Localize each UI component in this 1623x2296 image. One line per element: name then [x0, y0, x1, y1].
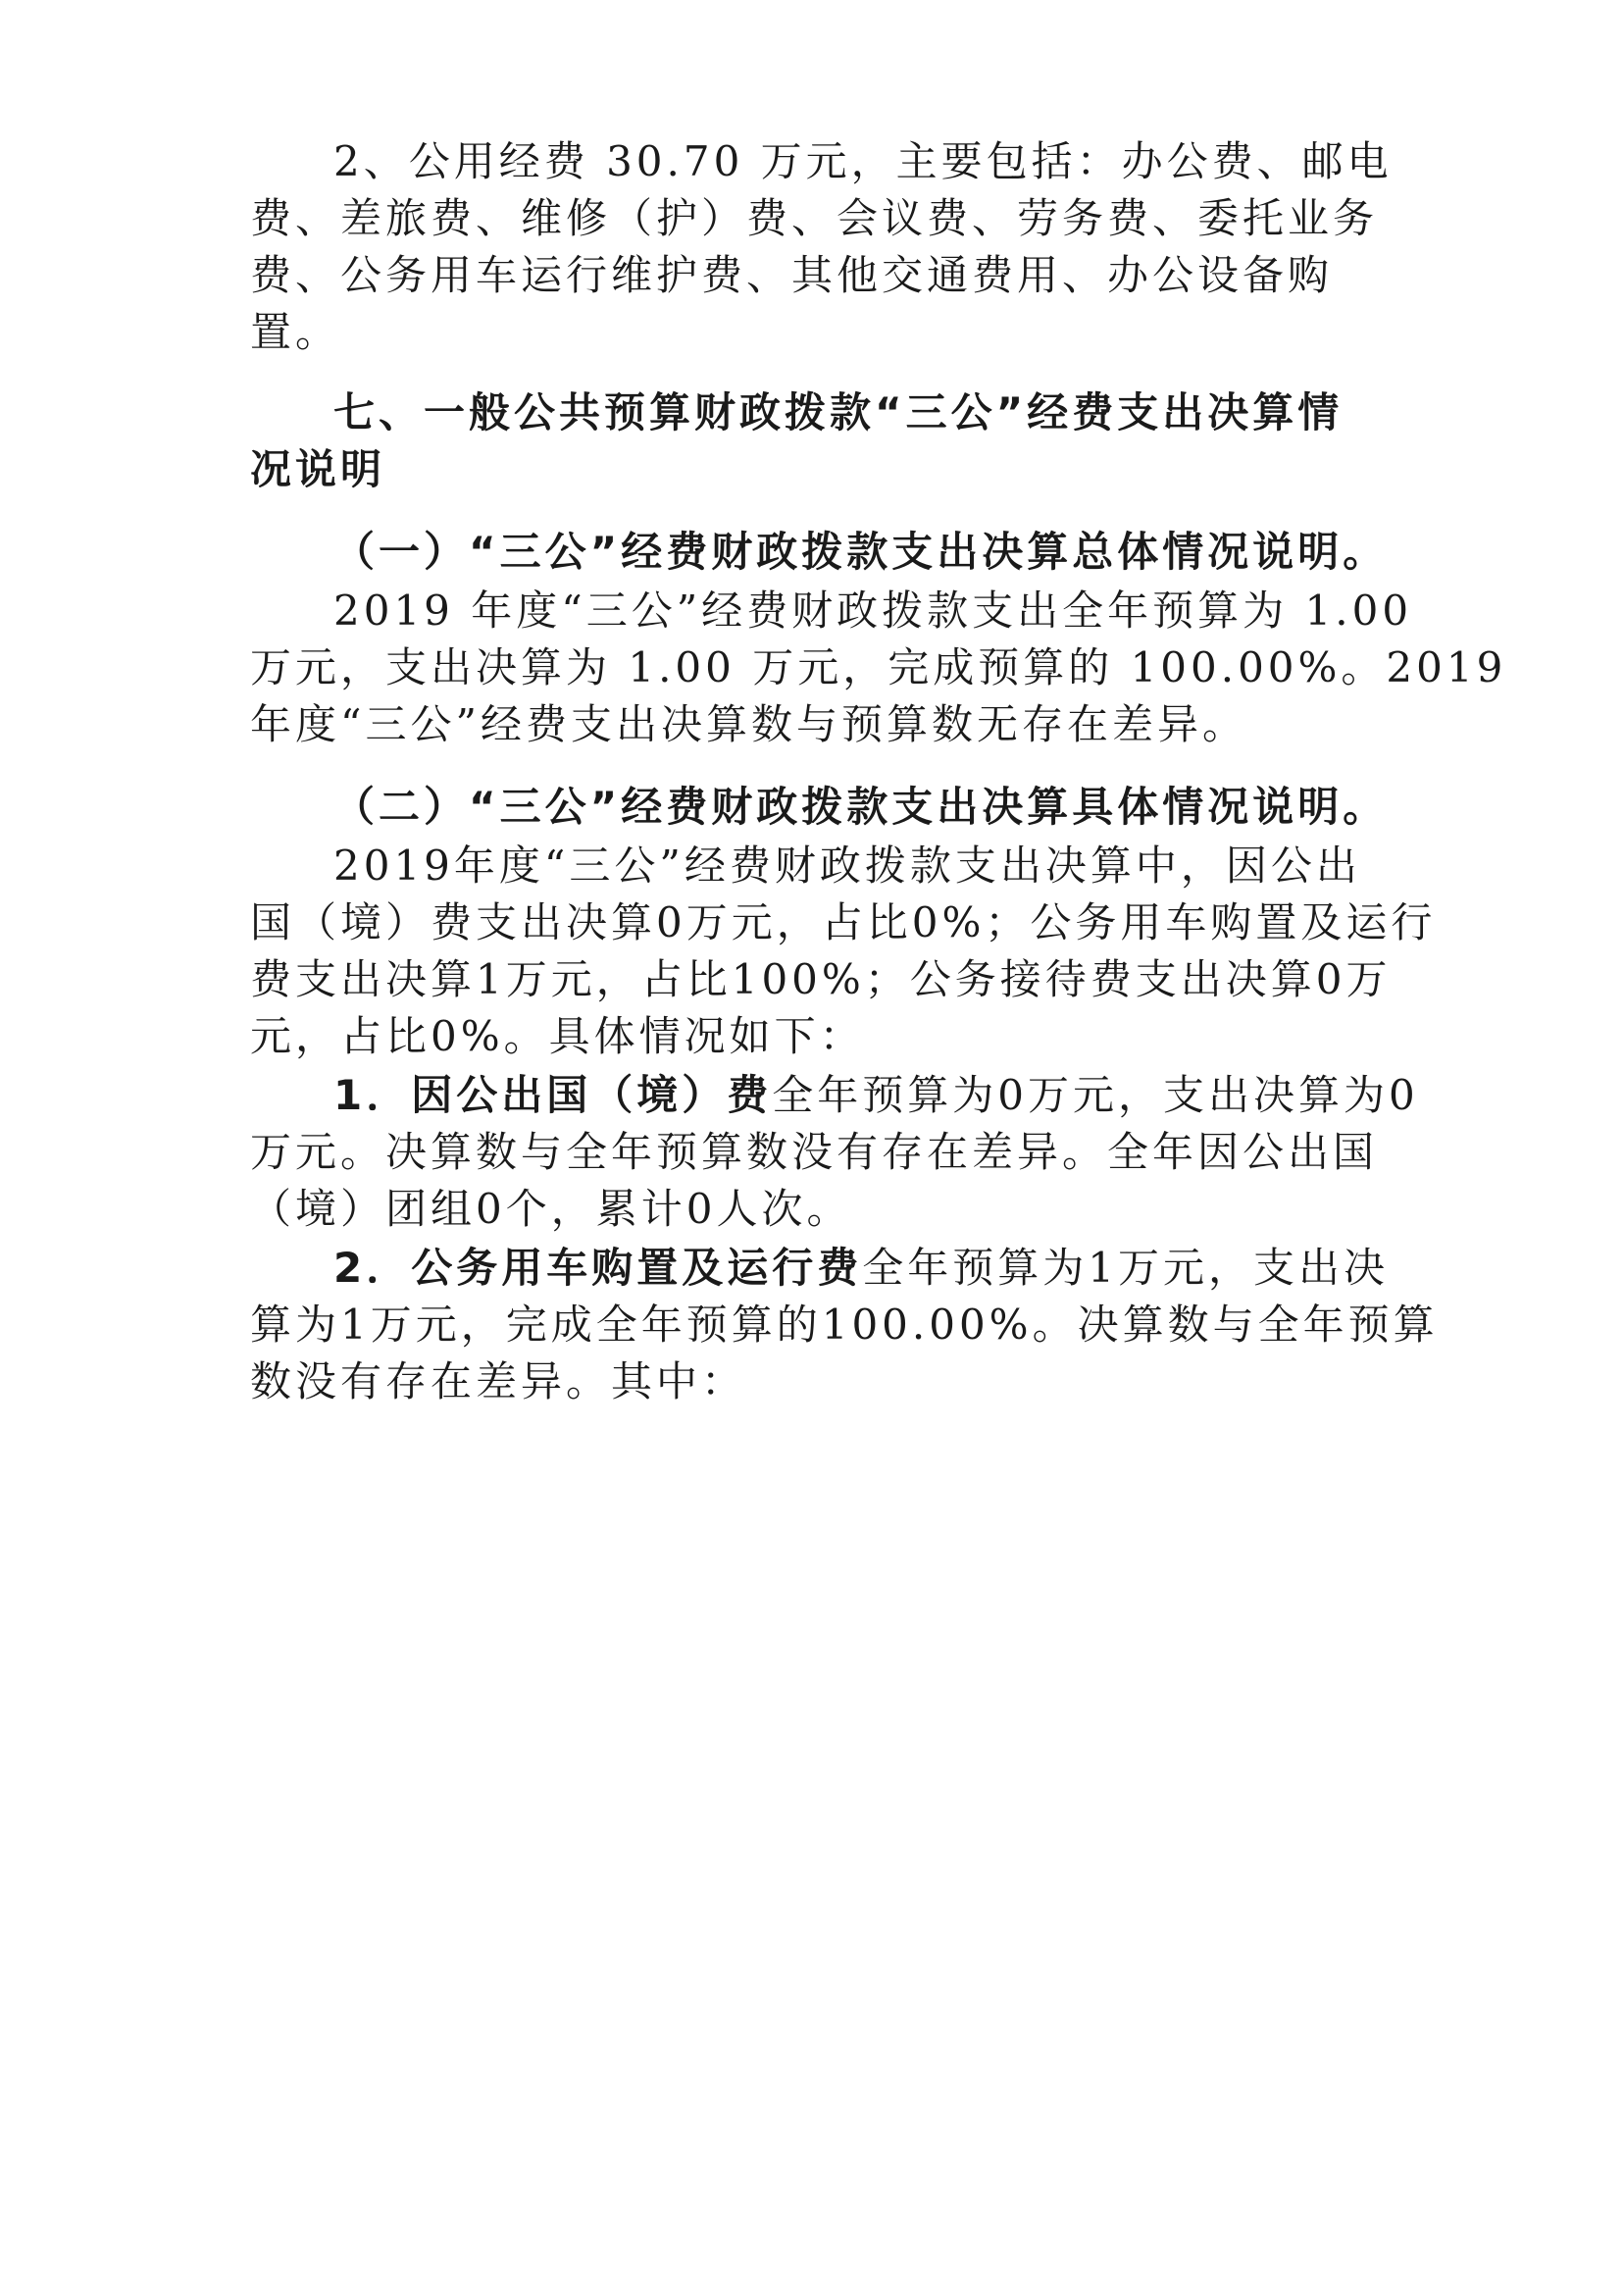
item2-line-1	[333, 1239, 1389, 1298]
public-funds-line-2: 费、差旅费、维修（护）费、会议费、劳务费、委托业务	[250, 194, 1379, 242]
item1-line-1	[333, 1066, 1419, 1125]
subsection1-line-3: 年度“三公”经费支出决算数与预算数无存在差异。	[250, 700, 1247, 748]
item2-lead: 2．公务用车购置及运行费	[333, 1244, 863, 1292]
item2-line1-rest: 全年预算为1万元，支出决	[862, 1244, 1389, 1292]
subsection1-line-1: 2019 年度“三公”经费财政拨款支出全年预算为 1.00	[333, 587, 1413, 635]
public-funds-line-4: 置。	[250, 308, 341, 356]
public-funds-line-1: 2、公用经费 30.70 万元，主要包括：办公费、邮电	[333, 137, 1393, 185]
subsection2-line-1: 2019年度“三公”经费财政拨款支出决算中，因公出	[333, 842, 1361, 890]
item1-line1-rest: 全年预算为0万元，支出决算为0	[772, 1071, 1419, 1119]
public-funds-line-3: 费、公务用车运行维护费、其他交通费用、办公设备购	[250, 251, 1334, 299]
item2-line-3: 数没有存在差异。其中：	[250, 1357, 747, 1405]
item2-line-2: 算为1万元，完成全年预算的100.00%。决算数与全年预算	[250, 1301, 1439, 1349]
section7-heading-line-2: 况说明	[250, 445, 386, 493]
item1-line-2: 万元。决算数与全年预算数没有存在差异。全年因公出国	[250, 1128, 1379, 1176]
subsection2-line-2: 国（境）费支出决算0万元，占比0%；公务用车购置及运行	[250, 898, 1437, 946]
subsection2-line-4: 元，占比0%。具体情况如下：	[250, 1012, 865, 1060]
subsection1-line-2: 万元，支出决算为 1.00 万元，完成预算的 100.00%。2019	[250, 643, 1507, 691]
subsection2-heading: （二）“三公”经费财政拨款支出决算具体情况说明。	[333, 783, 1389, 831]
item1-lead: 1．因公出国（境）费	[333, 1071, 773, 1119]
section7-heading-line-1: 七、一般公共预算财政拨款“三公”经费支出决算情	[333, 388, 1344, 436]
subsection1-heading: （一）“三公”经费财政拨款支出决算总体情况说明。	[333, 528, 1389, 576]
item1-line-3: （境）团组0个，累计0人次。	[250, 1185, 852, 1233]
subsection2-line-3: 费支出决算1万元，占比100%；公务接待费支出决算0万	[250, 955, 1392, 1003]
